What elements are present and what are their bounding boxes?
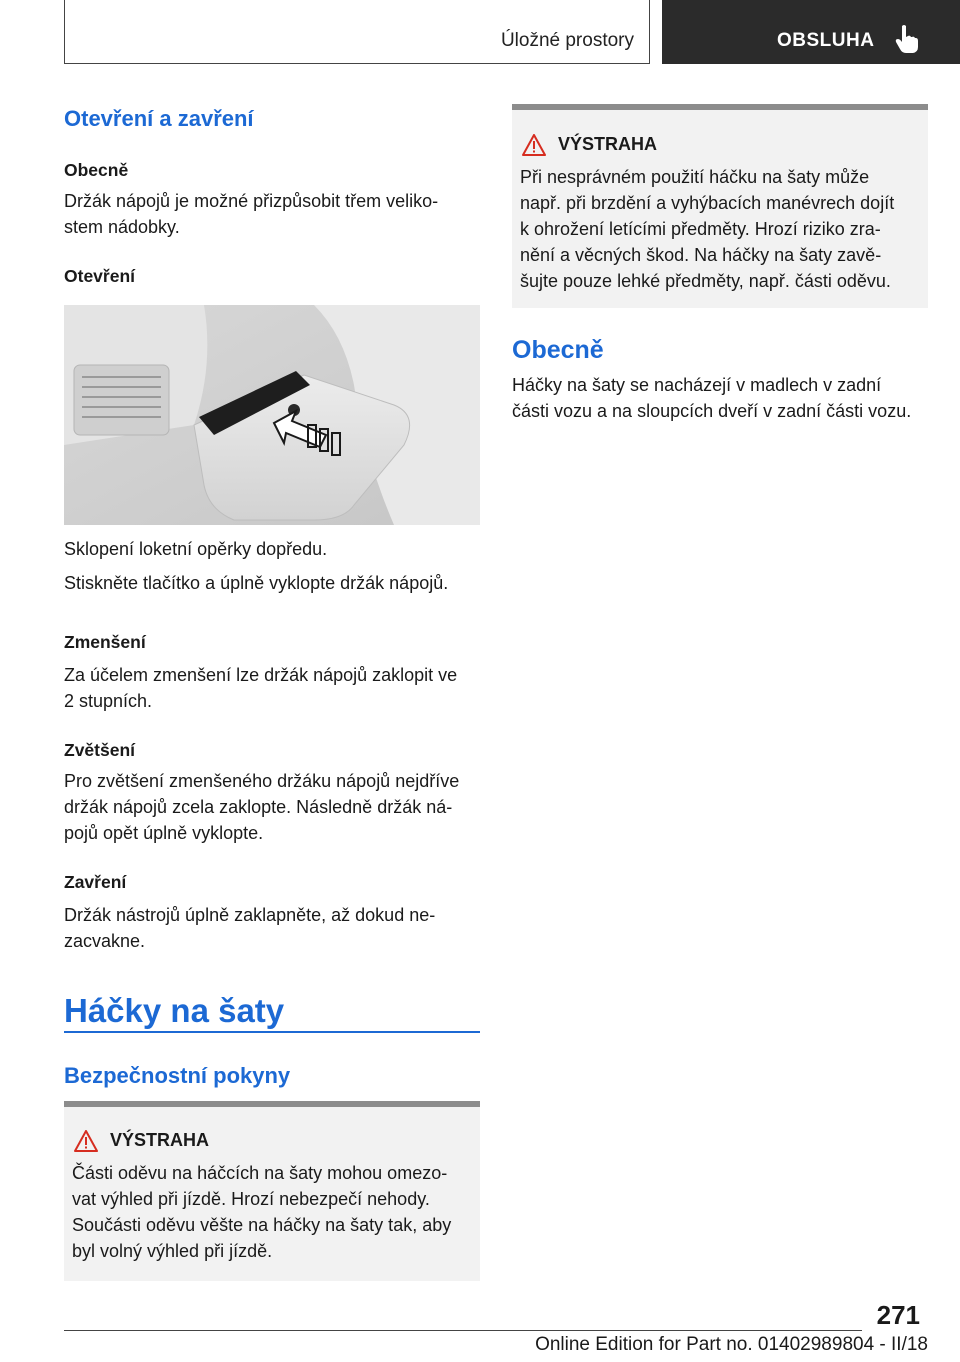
paragraph-zvetseni: Pro zvětšení zmenšeného držáku nápojů nejdříve držák nápojů zcela zaklopte. Následně držák ná- pojů opět úplně vyklopte. <box>64 771 460 843</box>
chapter-heading-hooks: Háčky na šaty <box>64 992 285 1029</box>
photo-caption-1: Sklopení loketní opěrky dopředu. <box>64 539 328 559</box>
warning-text-right: Při nesprávném použití háčku na šaty může např. při brzdění a vyhýbacích manévrech dojít k ohrožení letícími předměty. Hrozí riziko zra- nění a věcných škod. Na háčky na šaty zavě- šujte pouze lehké předměty, např. části oděvu. <box>520 167 895 291</box>
subheading-zmenseni: Zmenšení <box>64 632 146 652</box>
page-number: 271 <box>876 1300 920 1330</box>
section-heading-safety: Bezpečnostní pokyny <box>64 1063 291 1088</box>
warning-triangle-icon <box>522 134 546 156</box>
section-heading-open-close: Otevření a zavření <box>64 106 254 131</box>
warning-title-right: VÝSTRAHA <box>558 134 658 154</box>
header-section-title: Úložné prostory <box>500 30 634 51</box>
subheading-otevreni: Otevření <box>64 266 135 286</box>
subheading-zvetseni: Zvětšení <box>64 740 135 760</box>
section-heading-obecne-right: Obecně <box>512 336 604 364</box>
chapter-heading-rule <box>64 1031 480 1033</box>
header-tab <box>662 0 960 64</box>
header-tab-label: OBSLUHA <box>777 30 875 51</box>
warning-box-right <box>512 104 928 308</box>
photo-caption-2: Stiskněte tlačítko a úplně vyklopte držák nápojů. <box>64 573 449 593</box>
pointing-hand-icon <box>894 24 920 54</box>
footer-edition: Online Edition for Part no. 01402989804 - II/18 <box>535 1334 928 1355</box>
header-divider <box>649 0 650 64</box>
warning-box-left <box>64 1101 480 1281</box>
paragraph-zmenseni: Za účelem zmenšení lze držák nápojů zaklopit ve 2 stupních. <box>64 665 458 711</box>
paragraph-obecne: Držák nápojů je možné přizpůsobit třem veliko- stem nádobky. <box>64 191 439 237</box>
warning-title-left: VÝSTRAHA <box>110 1130 210 1150</box>
paragraph-zavreni: Držák nástrojů úplně zaklapněte, až dokud ne- zacvakne. <box>64 905 436 951</box>
armrest-cupholder-photo <box>64 305 480 525</box>
warning-triangle-icon <box>74 1130 98 1152</box>
warning-text-left: Části oděvu na háčcích na šaty mohou omezo- vat výhled při jízdě. Hrozí nebezpečí nehody. Součásti oděvu věšte na háčky na šaty tak, aby byl volný výhled při jízdě. <box>72 1163 452 1261</box>
subheading-obecne: Obecně <box>64 160 129 180</box>
paragraph-obecne-right: Háčky na šaty se nacházejí v madlech v zadní části vozu a na sloupcích dveří v zadní části vozu. <box>512 375 912 421</box>
footer-rule <box>64 1330 862 1331</box>
header-bottom-line <box>64 63 650 64</box>
header-left-line <box>64 0 65 64</box>
subheading-zavreni: Zavření <box>64 872 127 892</box>
